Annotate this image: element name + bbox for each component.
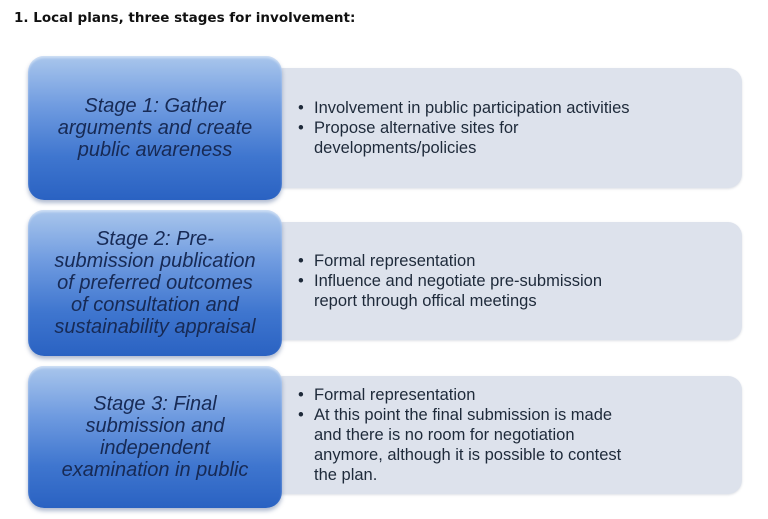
bullet-text-line: anymore, although it is possible to contest [314,446,622,464]
stage-1-box [28,56,282,200]
stage-3-bullet-2 [314,405,621,485]
stage-1-bullet-list [314,98,630,158]
bullet-text-line: report through offical meetings [314,292,537,310]
stage-title-line: examination in public [61,459,249,481]
stage-title-line: of consultation and [71,294,239,316]
bullet-text-line: Formal representation [314,386,476,404]
stage-title-line: independent [99,437,211,459]
stage-1-title [42,95,269,161]
bullet-text-line: and there is no room for negotiation [314,426,575,444]
stage-title-line: sustainability appraisal [54,316,256,338]
bullet-text-line: Involvement in public participation activities [314,99,630,117]
stage-2-box [28,210,282,356]
stage-3-bullet-list [314,385,621,485]
stage-3-bullet-1 [314,385,621,405]
stage-2-bullet-2 [314,271,602,311]
stage-title-line: Stage 2: Pre- [96,228,214,250]
bullet-text-line: the plan. [314,466,378,484]
stage-2-detail-box [270,222,742,340]
stage-1-bullet-2 [314,118,630,158]
stage-title-line: submission publication [54,250,256,272]
bullet-text-line: At this point the final submission is made [314,406,613,424]
bullet-text-line: Influence and negotiate pre-submission [314,272,603,290]
page-heading: 1. Local plans, three stages for involvement: [14,10,356,26]
stage-1-bullet-1 [314,98,630,118]
stage-title-line: of preferred outcomes [57,272,253,294]
stage-3-box [28,366,282,508]
stage-title-line: submission and [85,415,225,437]
stage-2-bullet-1 [314,251,602,271]
stage-title-line: Stage 3: Final [93,393,217,415]
bullet-text-line: Formal representation [314,252,476,270]
stage-3-detail-box [270,376,742,494]
stage-3-title [46,393,265,481]
bullet-text-line: developments/policies [314,139,477,157]
stage-2-bullet-list [314,251,602,311]
stage-title-line: public awareness [77,139,233,161]
stage-1-detail-box [270,68,742,188]
stage-title-line: Stage 1: Gather [84,95,226,117]
bullet-text-line: Propose alternative sites for [314,119,519,137]
stage-2-title [38,228,271,338]
stage-title-line: arguments and create [57,117,253,139]
